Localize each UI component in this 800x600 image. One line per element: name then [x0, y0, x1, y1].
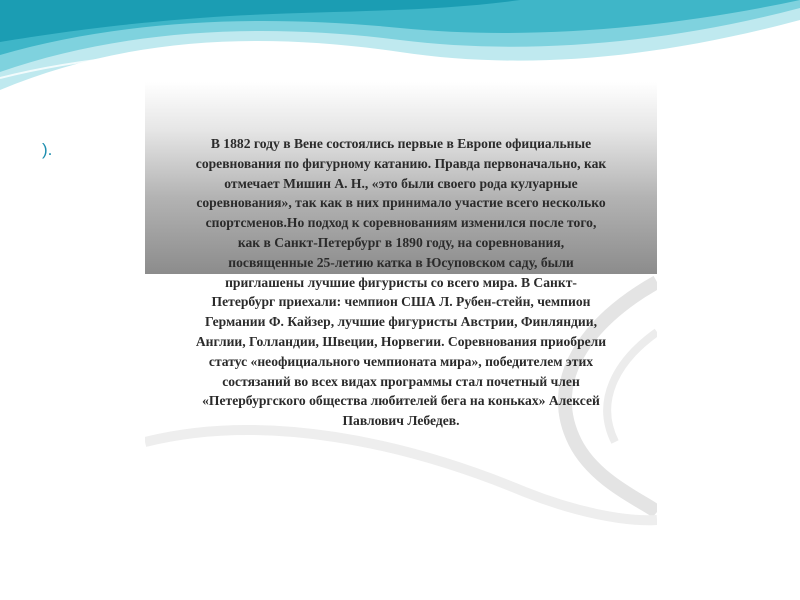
paragraph [159, 134, 643, 431]
bullet-text: ). [42, 140, 53, 159]
paragraph-line: спортсменов.Но подход к соревнованиям изменился после того, [205, 215, 597, 231]
paragraph-line: В 1882 году в Вене состоялись первые в Европе официальные [210, 136, 592, 151]
paragraph-line: приглашены лучшие фигуристы со всего мира. В Санкт- [225, 274, 577, 290]
paragraph-line: Англии, Голландии, Швеции, Норвегии. Соревнования приобрели [195, 333, 607, 349]
paragraph-line: Петербург приехали: чемпион США Л. Рубен-стейн, чемпион [211, 294, 591, 310]
paragraph-line: как в Санкт-Петербург в 1890 году, на соревнования, [237, 234, 565, 250]
paragraph-line: посвященные 25-летию катка в Юсуповском саду, были [228, 254, 574, 270]
paragraph-line: «Петербургского общества любителей бега на коньках» Алексей [202, 393, 600, 409]
paragraph-line: статус «неофициального чемпионата мира», победителем этих [208, 353, 594, 369]
paragraph-line: соревнования по фигурному катанию. Правда первоначально, как [195, 155, 607, 171]
paragraph-line: соревнования», так как в них принимало участие всего несколько [196, 195, 606, 211]
paragraph-line: Германии Ф. Кайзер, лучшие фигуристы Австрии, Финляндии, [205, 314, 597, 330]
paragraph-line: Павлович Лебедев. [342, 413, 460, 429]
paragraph-line: отмечает Мишин А. Н., «это были своего рода кулуарные [224, 175, 578, 191]
paragraph-line: состязаний во всех видах программы стал почетный член [222, 373, 580, 389]
text-panel [145, 82, 657, 552]
